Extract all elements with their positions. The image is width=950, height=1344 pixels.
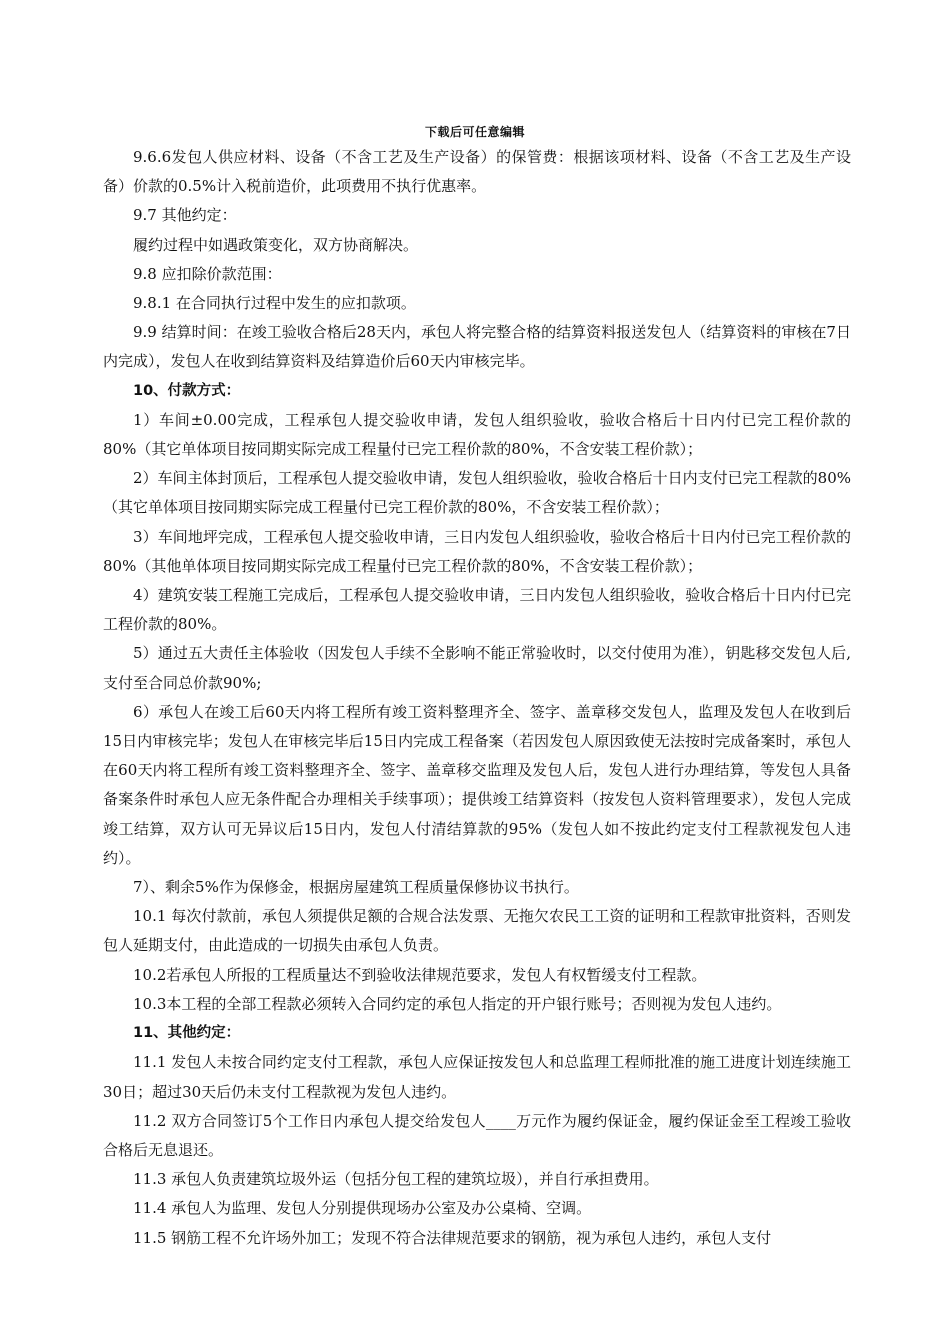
paragraph-9-8-1: 9.8.1 在合同执行过程中发生的应扣款项。 [133, 294, 416, 313]
paragraph-10-1: 10.1 每次付款前，承包人须提供足额的合规合法发票、无拖欠农民工工资的证明和工程款审批资料，否则发包人延期支付，由此造成的一切损失由承包人负责。 [103, 907, 851, 955]
paragraph-9-7-text: 履约过程中如遇政策变化，双方协商解决。 [133, 235, 419, 254]
payment-item-3: 3）车间地坪完成，工程承包人提交验收申请，三日内发包人组织验收，验收合格后十日内付已完工程价款的80%（其他单体项目按同期实际完成工程量付已完工程价款的80%，不含安装工程价款）； [103, 527, 851, 575]
paragraph-11-4: 11.4 承包人为监理、发包人分别提供现场办公室及办公桌椅、空调。 [133, 1199, 592, 1218]
section-heading-10: 10、付款方式： [133, 382, 241, 399]
payment-item-6: 6）承包人在竣工后60天内将工程所有竣工资料整理齐全、签字、盖章移交发包人，监理及发包人在收到后15日内审核完毕；发包人在审核完毕后15日内完成工程备案（若因发包人原因致使无法按时完成备案时，承包人在60天内将工程所有竣工资料整理齐全、签字、盖章移交监理及发包人后，发包人进行办理结算，等发包人具备备案条件时承包人应无条件配合办理相关手续事项）；提供竣工结算资料（按发包人资料管理要求），发包人完成竣工结算，双方认可无异议后15日内，发包人付清结算款的95%（发包人如不按此约定支付工程款视发包人违约）。 [103, 702, 851, 867]
paragraph-9-7: 9.7 其他约定： [133, 206, 237, 225]
payment-item-7: 7）、剩余5%作为保修金，根据房屋建筑工程质量保修协议书执行。 [133, 878, 579, 897]
paragraph-11-2: 11.2 双方合同签订5个工作日内承包人提交给发包人____万元作为履约保证金，履约保证金至工程竣工验收合格后无息退还。 [103, 1111, 851, 1159]
section-heading-11: 11、其他约定： [133, 1025, 241, 1042]
paragraph-10-2: 10.2若承包人所报的工程质量达不到验收法律规范要求，发包人有权暂缓支付工程款。 [133, 965, 707, 984]
document-body [103, 143, 851, 1253]
payment-item-5: 5）通过五大责任主体验收（因发包人手续不全影响不能正常验收时，以交付使用为准），钥匙移交发包人后,支付至合同总价款90%; [103, 644, 851, 692]
page-header-note: 下载后可任意编辑 [424, 125, 525, 139]
paragraph-11-3: 11.3 承包人负责建筑垃圾外运（包括分包工程的建筑垃圾），并自行承担费用。 [133, 1170, 659, 1189]
paragraph-9-6-6: 9.6.6发包人供应材料、设备（不含工艺及生产设备）的保管费：根据该项材料、设备（不含工艺及生产设备）价款的0.5%计入税前造价，此项费用不执行优惠率。 [103, 148, 851, 196]
paragraph-9-9: 9.9 结算时间：在竣工验收合格后28天内，承包人将完整合格的结算资料报送发包人（结算资料的审核在7日内完成），发包人在收到结算资料及结算造价后60天内审核完毕。 [103, 323, 851, 371]
paragraph-9-8: 9.8 应扣除价款范围： [133, 264, 282, 283]
paragraph-10-3: 10.3本工程的全部工程款必须转入合同约定的承包人指定的开户银行账号；否则视为发包人违约。 [133, 994, 782, 1013]
payment-item-2: 2）车间主体封顶后，工程承包人提交验收申请，发包人组织验收，验收合格后十日内支付已完工程款的80%（其它单体项目按同期实际完成工程量付已完工程价款的80%，不含安装工程价款）； [103, 469, 851, 517]
paragraph-11-5: 11.5 钢筋工程不允许场外加工；发现不符合法律规范要求的钢筋，视为承包人违约，承包人支付 [133, 1228, 772, 1247]
payment-item-4: 4）建筑安装工程施工完成后，工程承包人提交验收申请，三日内发包人组织验收，验收合格后十日内付已完工程价款的80%。 [103, 586, 851, 634]
payment-item-1: 1）车间±0.00完成，工程承包人提交验收申请，发包人组织验收，验收合格后十日内付已完工程价款的80%（其它单体项目按同期实际完成工程量付已完工程价款的80%，不含安装工程价款）； [103, 410, 851, 459]
paragraph-11-1: 11.1 发包人未按合同约定支付工程款，承包人应保证按发包人和总监理工程师批准的施工进度计划连续施工30日；超过30天后仍未支付工程款视为发包人违约。 [103, 1053, 851, 1101]
